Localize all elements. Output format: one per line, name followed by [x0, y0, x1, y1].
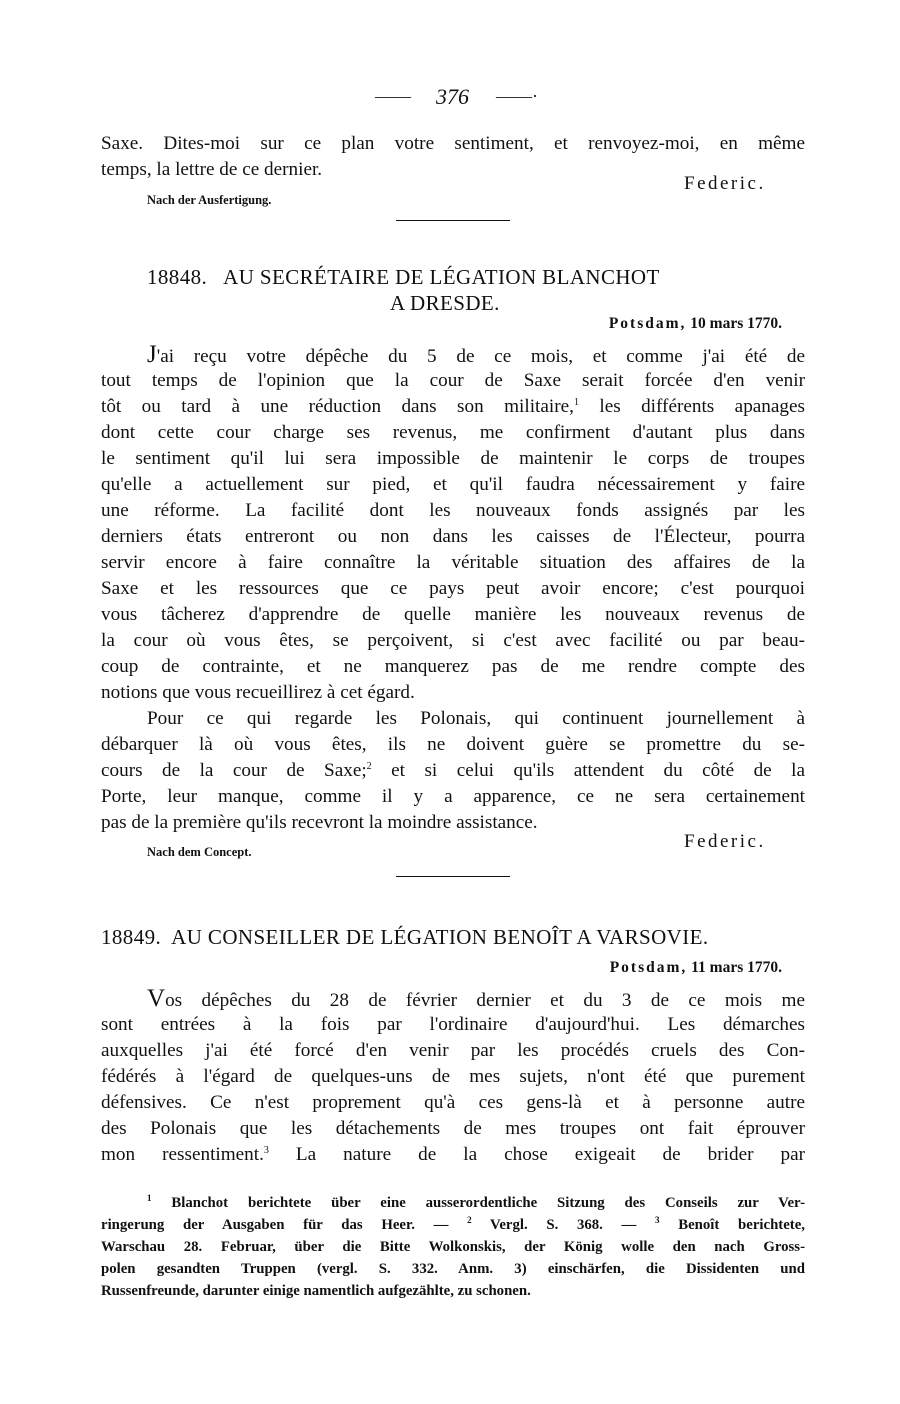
section-divider [396, 220, 510, 221]
footnote-ref[interactable]: 3 [263, 1145, 269, 1156]
paragraph-text: et si celui qu'ils attendent du côté de la [391, 760, 805, 781]
footnote-line: polen gesandten Truppen (vergl. S. 332. Anm. 3) einschärfen, die Dissidenten und [101, 1261, 805, 1277]
paragraph-line: notions que vous recueillirez à cet égard. [101, 682, 415, 703]
carry-over-line: temps, la lettre de ce dernier. [101, 159, 323, 180]
paragraph-line: défensives. Ce n'est proprement qu'à ces gens-là et à personne autre [101, 1092, 805, 1113]
source-note: Nach der Ausfertigung. [147, 193, 272, 207]
footnote-number: 1 [147, 1193, 152, 1203]
footnote-number: 3 [655, 1215, 660, 1225]
place: Potsdam, [609, 959, 688, 976]
letter-heading-line: A DRESDE. [390, 291, 500, 315]
footnote-number: 2 [467, 1215, 472, 1225]
paragraph-line: une réforme. La facilité dont les nouveaux fonds assignés par les [101, 500, 805, 521]
carry-over-line: Saxe. Dites-moi sur ce plan votre sentiment, et renvoyez-moi, en même [101, 133, 805, 154]
letter-heading-line: AU CONSEILLER DE LÉGATION BENOÎT A VARSOVIE. [171, 925, 709, 949]
paragraph-line: pas de la première qu'ils recevront la moindre assistance. [101, 812, 538, 833]
paragraph-line: tout temps de l'opinion que la cour de Saxe serait forcée d'en venir [101, 370, 805, 391]
paragraph-line: servir encore à faire connaître la véritable situation des affaires de la [101, 552, 805, 573]
letter-number: 18849. [101, 925, 162, 949]
paragraph-line: coup de contrainte, et ne manquerez pas de me rendre compte des [101, 656, 805, 677]
place-date [610, 959, 782, 977]
footnote-line: Russenfreunde, darunter einige namentlich aufgezählte, zu schonen. [101, 1283, 531, 1299]
paragraph-line: fédérés à l'égard de quelques-uns de mes sujets, n'ont été que purement [101, 1066, 805, 1087]
footnote-text: Benoît berichtete, [678, 1217, 805, 1233]
paragraph-line [147, 986, 805, 1014]
paragraph-line: le sentiment qu'il lui sera impossible de maintenir le corps de troupes [101, 448, 805, 469]
source-note: Nach dem Concept. [147, 845, 252, 859]
paragraph-line: des Polonais que les détachements de mes troupes ont fait éprouver [101, 1118, 805, 1139]
signature: Federic. [684, 831, 766, 852]
paragraph-line: dont cette cour charge ses revenus, me confirment d'autant plus dans [101, 422, 805, 443]
place: Potsdam, [608, 315, 687, 332]
paragraph-text: cours de la cour de Saxe; [101, 760, 367, 781]
date: 11 mars 1770. [691, 959, 782, 976]
page-number: 376 [436, 84, 469, 109]
paragraph-text: tôt ou tard à une réduction dans son militaire, [101, 396, 574, 417]
paragraph-line: qu'elle a actuellement sur pied, et qu'il faudra nécessairement y faire [101, 474, 805, 495]
footnote-text: Vergl. S. 368. — [490, 1217, 637, 1233]
section-divider [396, 876, 510, 877]
paragraph-line: la cour où vous êtes, se perçoivent, si c'est avec facilité ou par beau- [101, 630, 805, 651]
drop-cap: J [147, 341, 157, 368]
footnote-line [147, 1192, 805, 1214]
paragraph-line: débarquer là où vous êtes, ils ne doivent guère se promettre du se- [101, 734, 805, 755]
footnote-text: ringerung der Ausgaben für das Heer. — [101, 1217, 449, 1233]
paragraph-line: sont entrées à la fois par l'ordinaire d'aujourd'hui. Les démarches [101, 1014, 805, 1035]
footnote-ref[interactable]: 1 [573, 397, 579, 408]
date: 10 mars 1770. [690, 315, 782, 332]
place-date [609, 315, 782, 333]
paragraph-line [101, 394, 805, 420]
footnote-text: Blanchot berichtete über eine ausserordentliche Sitzung des Conseils zur Ver- [171, 1195, 805, 1211]
paragraph-line [101, 1142, 805, 1168]
drop-cap: V [147, 985, 166, 1012]
paragraph-line: Pour ce qui regarde les Polonais, qui continuent journellement à [147, 708, 805, 729]
paragraph-text: La nature de la chose exigeait de brider par [295, 1144, 805, 1165]
letter-heading-line: AU SECRÉTAIRE DE LÉGATION BLANCHOT [223, 265, 660, 289]
paragraph-line: Porte, leur manque, comme il y a apparence, ce ne sera certainement [101, 786, 805, 807]
letter-heading [101, 925, 709, 950]
letter-heading [147, 265, 660, 290]
paragraph-text: 'ai reçu votre dépêche du 5 de ce mois, et comme j'ai été de [156, 346, 805, 367]
paragraph-line [101, 758, 805, 784]
footnote-line: Warschau 28. Februar, über die Bitte Wolkonskis, der König wolle den nach Gross- [101, 1239, 805, 1255]
letter-number: 18848. [147, 265, 208, 289]
signature: Federic. [684, 173, 766, 194]
paragraph-text: mon ressentiment. [101, 1144, 264, 1165]
page-header [0, 86, 900, 114]
paragraph-line: Saxe et les ressources que ce pays peut avoir encore; c'est pourquoi [101, 578, 805, 599]
header-dash-left: —— [375, 86, 411, 106]
footnote-line [101, 1214, 805, 1236]
paragraph-line [147, 342, 805, 370]
paragraph-text: os dépêches du 28 de février dernier et du 3 de ce mois me [165, 990, 805, 1011]
paragraph-line: vous tâcherez d'apprendre de quelle manière les nouveaux revenus de [101, 604, 805, 625]
paragraph-text: les différents apanages [599, 396, 805, 417]
paragraph-line: auxquelles j'ai été forcé d'en venir par les procédés cruels des Con- [101, 1040, 805, 1061]
paragraph-line: derniers états entreront ou non dans les caisses de l'Électeur, pourra [101, 526, 805, 547]
header-dash-right: ——· [496, 86, 538, 106]
footnote-ref[interactable]: 2 [366, 761, 372, 772]
